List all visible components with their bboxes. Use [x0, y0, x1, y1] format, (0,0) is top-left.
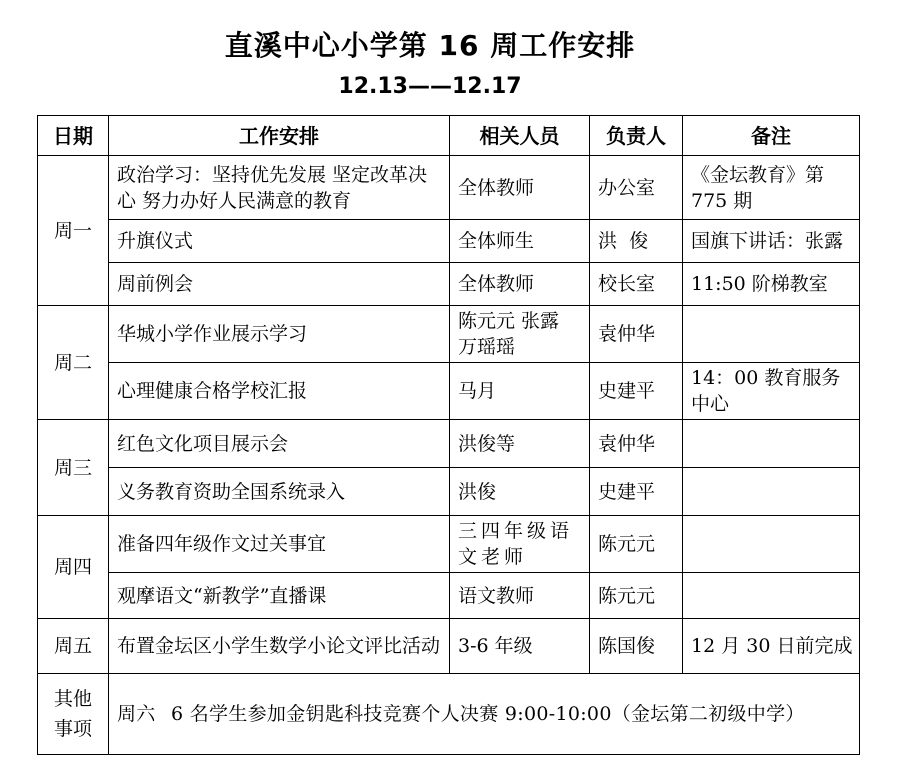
table-row	[38, 263, 860, 306]
owner-cell: 史建平	[590, 468, 683, 516]
owner-cell: 办公室	[590, 156, 683, 220]
owner-cell: 陈国俊	[590, 619, 683, 674]
table-row	[38, 420, 860, 468]
people-cell: 洪俊等	[450, 420, 590, 468]
header-date: 日期	[38, 116, 109, 156]
table-row	[38, 220, 860, 263]
header-task: 工作安排	[109, 116, 450, 156]
date-range: 12.13——12.17	[338, 74, 522, 99]
task-cell: 周前例会	[109, 263, 450, 306]
owner-cell: 史建平	[590, 363, 683, 420]
note-cell	[683, 468, 860, 516]
table-row	[38, 468, 860, 516]
note-cell	[683, 420, 860, 468]
table-row	[38, 619, 860, 674]
owner-cell: 陈元元	[590, 573, 683, 619]
other-row	[38, 674, 860, 755]
note-cell: 14：00 教育服务中心	[683, 363, 860, 420]
task-cell: 准备四年级作文过关事宜	[109, 516, 450, 573]
day-cell: 周一	[38, 156, 109, 306]
header-people: 相关人员	[450, 116, 590, 156]
people-cell: 三四年级语文老师	[450, 516, 590, 573]
people-cell: 陈元元 张露 万瑶瑶	[450, 306, 590, 363]
task-cell: 心理健康合格学校汇报	[109, 363, 450, 420]
owner-cell: 袁仲华	[590, 420, 683, 468]
day-cell: 周五	[38, 619, 109, 674]
other-content	[109, 674, 860, 755]
day-cell: 周二	[38, 306, 109, 420]
note-cell	[683, 306, 860, 363]
note-cell: 《金坛教育》第 775 期	[683, 156, 860, 220]
task-cell: 红色文化项目展示会	[109, 420, 450, 468]
page-title: 直溪中心小学第 16 周工作安排	[224, 29, 636, 62]
task-cell: 布置金坛区小学生数学小论文评比活动	[109, 619, 450, 674]
people-cell: 3-6 年级	[450, 619, 590, 674]
owner-cell: 袁仲华	[590, 306, 683, 363]
owner-cell: 洪 俊	[590, 220, 683, 263]
header-row	[38, 116, 860, 156]
note-cell: 国旗下讲话：张露	[683, 220, 860, 263]
task-cell: 政治学习：坚持优先发展 坚定改革决心 努力办好人民满意的教育	[109, 156, 450, 220]
note-cell	[683, 516, 860, 573]
people-cell: 洪俊	[450, 468, 590, 516]
note-cell: 12 月 30 日前完成	[683, 619, 860, 674]
other-text: 6 名学生参加金钥匙科技竞赛个人决赛 9:00-10:00（金坛第二初级中学）	[171, 703, 805, 725]
people-cell: 全体教师	[450, 263, 590, 306]
note-cell	[683, 573, 860, 619]
people-cell: 语文教师	[450, 573, 590, 619]
other-label	[38, 674, 109, 755]
task-cell: 观摩语文“新教学”直播课	[109, 573, 450, 619]
schedule-table	[37, 115, 860, 755]
table-row	[38, 363, 860, 420]
task-cell: 升旗仪式	[109, 220, 450, 263]
table-row	[38, 573, 860, 619]
day-cell: 周四	[38, 516, 109, 619]
day-cell: 周三	[38, 420, 109, 516]
note-cell: 11:50 阶梯教室	[683, 263, 860, 306]
people-cell: 全体教师	[450, 156, 590, 220]
task-cell: 华城小学作业展示学习	[109, 306, 450, 363]
task-cell: 义务教育资助全国系统录入	[109, 468, 450, 516]
table-row	[38, 306, 860, 363]
header-owner: 负责人	[590, 116, 683, 156]
other-day: 周六	[117, 703, 156, 725]
owner-cell: 校长室	[590, 263, 683, 306]
people-cell: 全体师生	[450, 220, 590, 263]
table-row	[38, 156, 860, 220]
table-row	[38, 516, 860, 573]
owner-cell: 陈元元	[590, 516, 683, 573]
header-note: 备注	[683, 116, 860, 156]
other-label-text: 其他事项	[53, 688, 92, 740]
people-cell: 马月	[450, 363, 590, 420]
